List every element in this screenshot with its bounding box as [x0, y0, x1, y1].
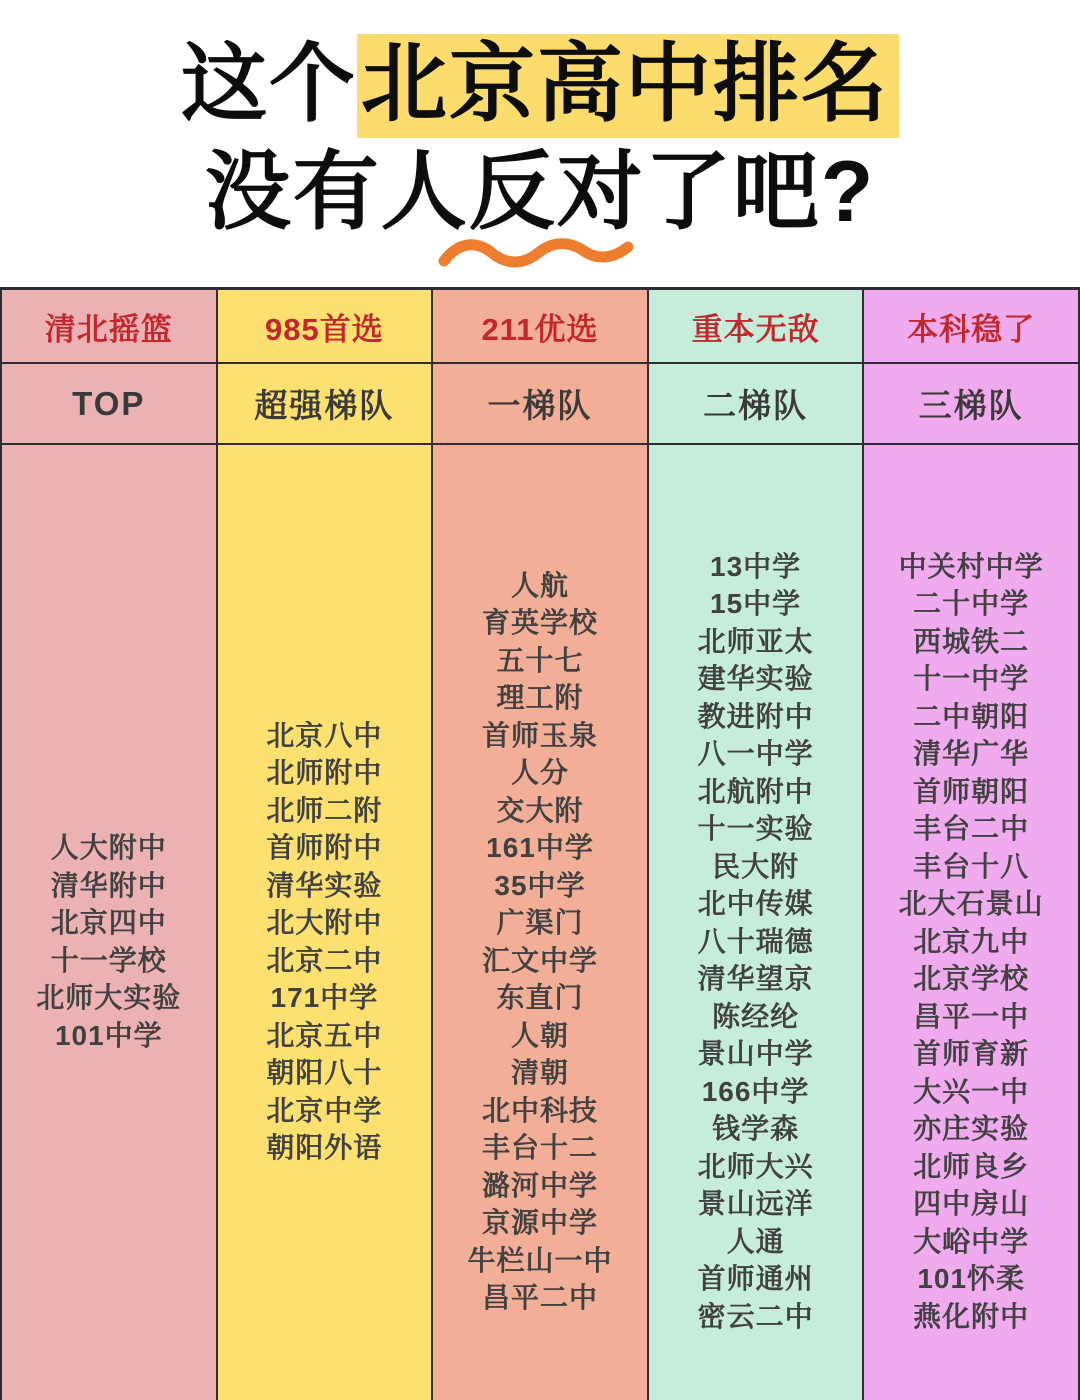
school-item: 东直门 — [496, 982, 584, 1013]
school-item: 清华实验 — [266, 869, 383, 901]
school-item: 四中房山 — [913, 1188, 1030, 1220]
school-list — [2, 445, 216, 1400]
school-item: 五十七 — [496, 644, 584, 676]
title-highlight: 北京高中排名 — [357, 34, 899, 138]
column-header: 重本无敌 — [649, 290, 863, 364]
column-tier: 超强梯队 — [218, 364, 432, 445]
school-item: 十一学校 — [50, 944, 167, 976]
ranking-table — [0, 287, 1080, 1400]
school-item: 北京中学 — [266, 1094, 383, 1126]
school-item: 人大附中 — [50, 832, 167, 863]
school-item: 15中学 — [710, 588, 802, 620]
school-item: 八十瑞德 — [697, 925, 814, 957]
school-item: 大兴一中 — [913, 1075, 1030, 1107]
column-tier: 三梯队 — [864, 364, 1078, 445]
school-item: 十一中学 — [913, 663, 1030, 695]
column-tier: 一梯队 — [433, 364, 647, 445]
squiggle-underline-icon — [437, 234, 637, 274]
school-item: 166中学 — [701, 1075, 810, 1107]
school-list — [218, 445, 432, 1400]
school-item: 京源中学 — [481, 1207, 598, 1238]
school-item: 潞河中学 — [481, 1169, 598, 1201]
school-item: 丰台二中 — [913, 813, 1030, 845]
column-tier-1 — [433, 290, 649, 1400]
school-item: 牛栏山一中 — [467, 1244, 613, 1276]
column-tier: 二梯队 — [649, 364, 863, 445]
school-item: 人分 — [510, 757, 569, 788]
school-item: 教进附中 — [697, 700, 814, 732]
column-header: 清北摇篮 — [2, 290, 216, 364]
column-tier-2 — [649, 290, 865, 1400]
school-item: 北大石景山 — [898, 888, 1044, 920]
school-item: 首师玉泉 — [481, 719, 598, 751]
school-item: 朝阳外语 — [266, 1132, 383, 1163]
school-item: 昌平一中 — [913, 1000, 1030, 1032]
title-line2-wrap — [205, 138, 876, 246]
school-item: 清华附中 — [50, 869, 167, 901]
school-item: 161中学 — [486, 832, 594, 863]
column-tier-3 — [864, 290, 1080, 1400]
school-item: 北京学校 — [913, 963, 1030, 995]
column-tier: TOP — [2, 364, 216, 445]
school-item: 民大附 — [712, 850, 800, 882]
title-prefix: 这个 — [181, 36, 357, 132]
school-item: 八一中学 — [697, 738, 814, 770]
school-item: 丰台十八 — [913, 850, 1030, 882]
title-line2-text: 没有人反对了吧? — [204, 144, 876, 240]
school-list — [864, 445, 1078, 1400]
school-item: 北师附中 — [266, 757, 383, 788]
school-item: 昌平二中 — [481, 1282, 598, 1313]
column-header: 211优选 — [433, 290, 647, 364]
school-item: 朝阳八十 — [266, 1057, 383, 1088]
school-item: 人航 — [510, 569, 569, 601]
title-block — [0, 30, 1080, 246]
school-item: 大峪中学 — [913, 1225, 1030, 1257]
school-item: 清华广华 — [913, 738, 1030, 770]
school-item: 西城铁二 — [913, 625, 1030, 657]
school-item: 北师大实验 — [36, 982, 182, 1013]
school-item: 人通 — [726, 1225, 785, 1257]
school-item: 清朝 — [510, 1057, 569, 1088]
school-item: 北京五中 — [266, 1019, 383, 1051]
school-item: 广渠门 — [496, 907, 584, 938]
school-item: 北京四中 — [50, 907, 167, 938]
column-super-tier — [218, 290, 434, 1400]
school-item: 北师二附 — [266, 794, 383, 826]
school-item: 35中学 — [494, 869, 586, 901]
school-item: 北中科技 — [481, 1094, 598, 1126]
school-item: 二中朝阳 — [913, 700, 1030, 732]
school-item: 二十中学 — [913, 588, 1030, 620]
column-top — [2, 290, 218, 1400]
school-item: 13中学 — [710, 550, 802, 582]
school-item: 首师通州 — [697, 1263, 814, 1295]
school-item: 101中学 — [54, 1019, 163, 1051]
school-item: 北京九中 — [913, 925, 1030, 957]
school-item: 钱学森 — [712, 1113, 800, 1145]
column-header: 985首选 — [218, 290, 432, 364]
school-item: 北师亚太 — [697, 625, 814, 657]
school-item: 陈经纶 — [712, 1000, 800, 1032]
school-item: 北师良乡 — [913, 1150, 1030, 1182]
school-list — [433, 445, 647, 1400]
school-list — [649, 445, 863, 1400]
school-item: 亦庄实验 — [913, 1113, 1030, 1145]
school-item: 101怀柔 — [917, 1263, 1026, 1295]
column-header: 本科稳了 — [864, 290, 1078, 364]
school-item: 首师附中 — [266, 832, 383, 863]
school-item: 人朝 — [510, 1019, 569, 1051]
school-item: 建华实验 — [697, 663, 814, 695]
school-item: 北航附中 — [697, 775, 814, 807]
school-item: 丰台十二 — [481, 1132, 598, 1163]
school-item: 十一实验 — [697, 813, 814, 845]
school-item: 中关村中学 — [898, 550, 1044, 582]
school-item: 景山中学 — [697, 1038, 814, 1070]
school-item: 北京二中 — [266, 944, 383, 976]
page-title-line2 — [0, 138, 1080, 246]
school-item: 北师大兴 — [697, 1150, 814, 1182]
school-item: 北大附中 — [266, 907, 383, 938]
school-item: 北中传媒 — [697, 888, 814, 920]
school-item: 密云二中 — [697, 1300, 814, 1332]
school-item: 北京八中 — [266, 719, 383, 751]
school-item: 交大附 — [496, 794, 584, 826]
school-item: 燕化附中 — [913, 1300, 1030, 1332]
school-item: 理工附 — [496, 682, 584, 713]
page-title-line1 — [0, 30, 1080, 138]
school-item: 171中学 — [270, 982, 379, 1013]
school-item: 育英学校 — [481, 607, 598, 638]
school-item: 景山远洋 — [697, 1188, 814, 1220]
school-item: 首师朝阳 — [913, 775, 1030, 807]
school-item: 首师育新 — [913, 1038, 1030, 1070]
school-item: 汇文中学 — [481, 944, 598, 976]
school-item: 清华望京 — [697, 963, 814, 995]
